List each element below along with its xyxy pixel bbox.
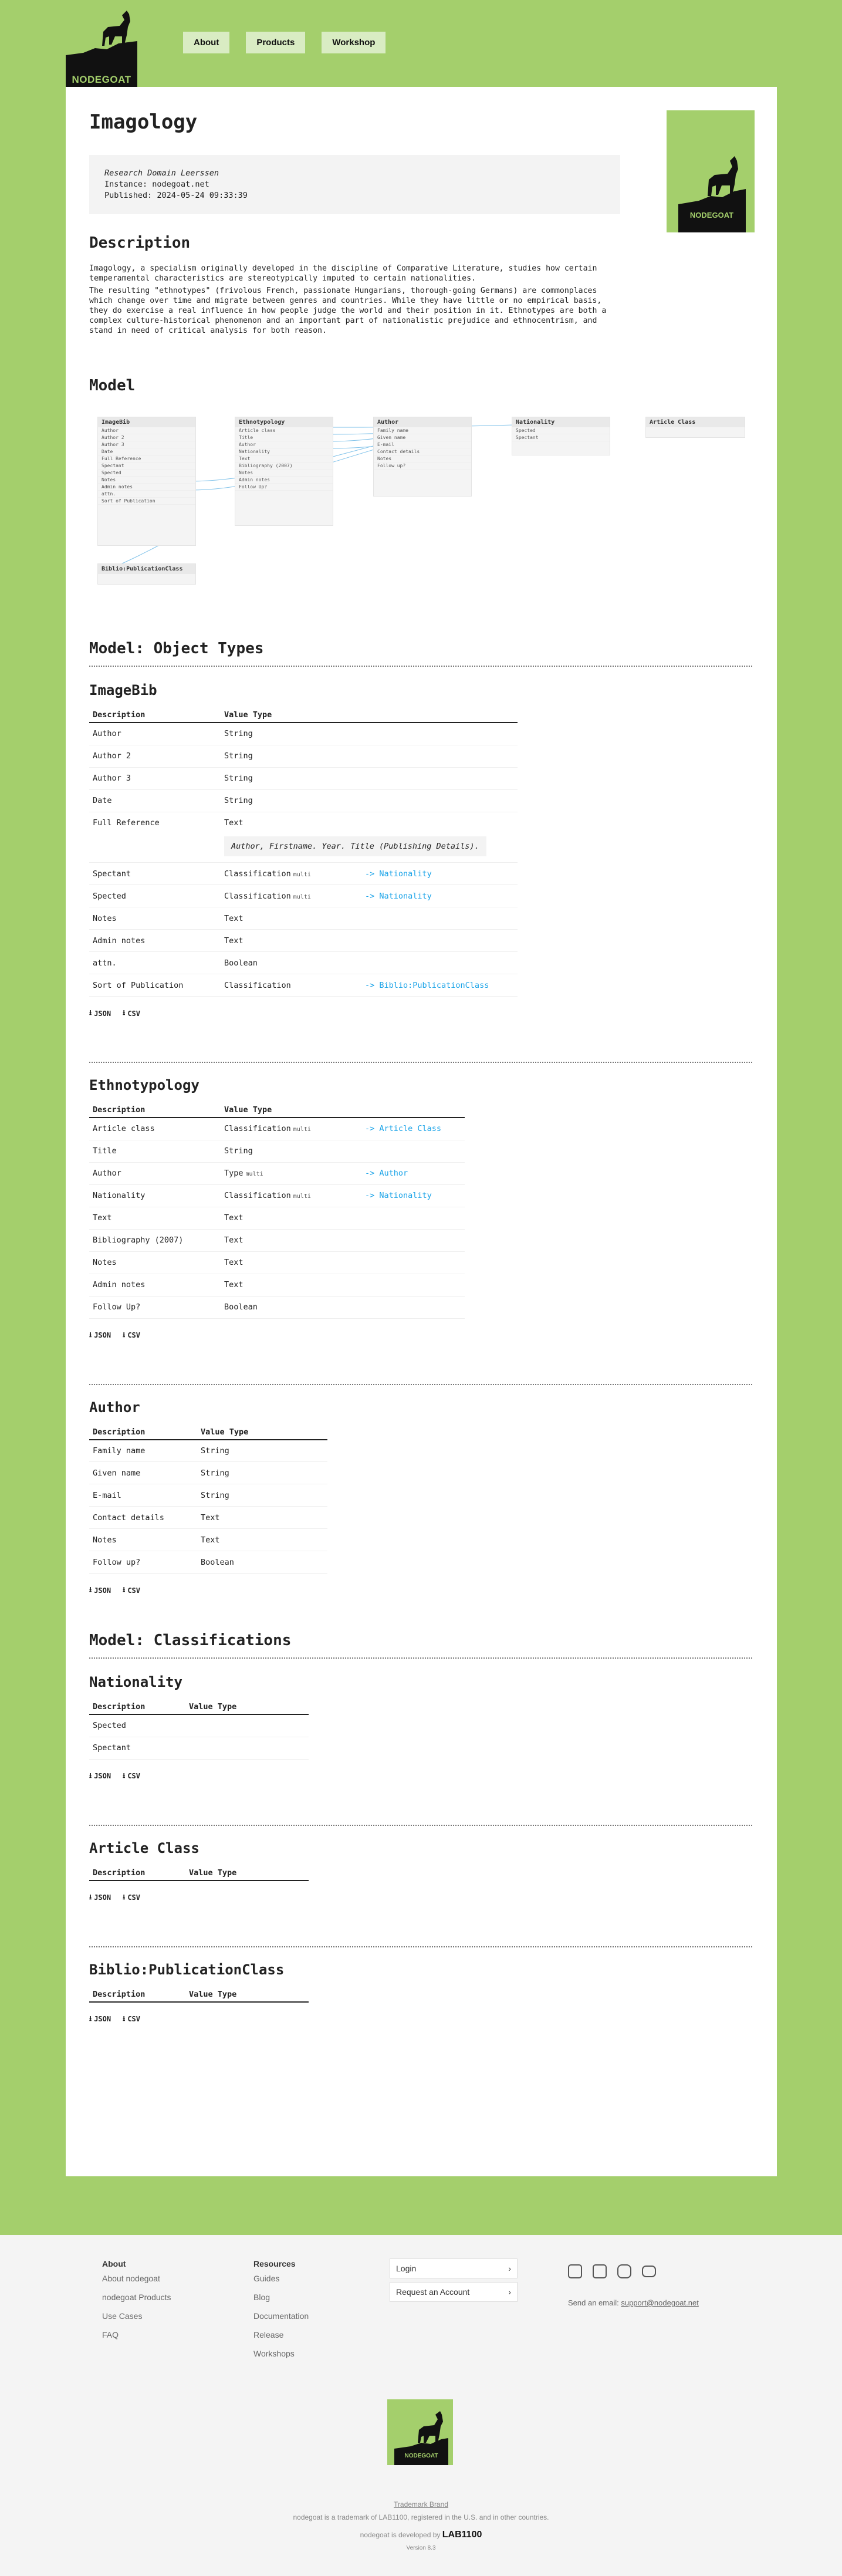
table-row: Notes Text — [89, 1251, 465, 1274]
imagebib-downloads — [89, 1007, 752, 1019]
table-row: Notes Text — [89, 907, 518, 930]
model-field: Author 2 — [98, 434, 195, 441]
model-field: Admin notes — [98, 484, 195, 491]
logo-text: NODEGOAT — [66, 72, 137, 88]
download-json-button[interactable]: ⭳ JSON — [89, 1585, 111, 1595]
table-row: Sort of Publication Classification -> Biblio:PublicationClass — [89, 974, 518, 997]
node-rows — [98, 427, 195, 505]
node-rows — [374, 427, 471, 470]
object-types-heading: Model: Object Types — [89, 640, 752, 667]
nav-products[interactable]: Products — [246, 32, 305, 53]
reference-link[interactable]: -> Article Class — [365, 1124, 442, 1134]
model-field: Spected — [98, 470, 195, 477]
goat-icon — [387, 2399, 453, 2465]
download-csv-button[interactable]: ⭳ CSV — [123, 1771, 140, 1780]
table-row: Notes Text — [89, 1529, 327, 1551]
top-bar — [0, 0, 842, 87]
model-field: Date — [98, 448, 195, 455]
footer-logo[interactable] — [387, 2399, 453, 2465]
model-field: Family name — [374, 427, 471, 434]
model-node-ethnotypology[interactable]: Ethnotypology Article class Title Author Nationality Text Bibliography (2007) Notes Admin notes Follow Up? — [235, 417, 333, 526]
table-row: Author Type multi -> Author — [89, 1162, 465, 1184]
model-heading: Model — [89, 377, 136, 394]
table-row: Author 2 String — [89, 745, 518, 767]
download-csv-button[interactable]: ⭳ CSV — [123, 1892, 140, 1902]
table-row: Nationality Classification multi -> Nationality — [89, 1184, 465, 1207]
nodegoat-logo[interactable] — [66, 8, 137, 88]
mastodon-icon[interactable] — [593, 2264, 607, 2278]
model-field: Contact details — [374, 448, 471, 455]
biblio-title: Biblio:PublicationClass — [89, 1961, 285, 1978]
social-links — [568, 2264, 656, 2278]
author-downloads — [89, 1584, 752, 1596]
footer-resources: Resources Guides Blog Documentation Release Workshops — [253, 2258, 309, 2363]
footer-account — [390, 2258, 518, 2305]
svg-text:NODEGOAT: NODEGOAT — [689, 211, 734, 220]
goat-icon — [66, 8, 137, 72]
download-csv-button[interactable]: ⭳ CSV — [123, 1585, 140, 1595]
svg-text:NODEGOAT: NODEGOAT — [404, 2453, 438, 2459]
content — [89, 110, 752, 2031]
model-field: Spectant — [98, 462, 195, 470]
table-row: Full Reference Text — [93, 818, 244, 828]
table-row: Text Text — [89, 1207, 465, 1229]
goat-icon — [667, 110, 755, 232]
ethnotypology-title: Ethnotypology — [89, 1077, 199, 1093]
table-row: Family name String — [89, 1440, 327, 1462]
table-row: Admin notes Text — [89, 1274, 465, 1296]
model-field: attn. — [98, 491, 195, 498]
newsletter-icon[interactable] — [568, 2264, 582, 2278]
table-row: E-mail String — [89, 1484, 327, 1507]
author-table: Description Value Type Family name String Given name String E-mail String Contact details Text Notes Text Follow up? Boolean — [89, 1423, 327, 1574]
model-field: E-mail — [374, 441, 471, 448]
nationality-title: Nationality — [89, 1674, 182, 1690]
model-diagram — [89, 411, 752, 599]
download-json-button[interactable]: ⭳ JSON — [89, 2014, 111, 2023]
footer — [0, 2235, 842, 2576]
model-field: Spected — [512, 427, 610, 434]
model-field: Follow Up? — [235, 484, 333, 491]
node-rows — [235, 427, 333, 491]
project-thumbnail — [667, 110, 755, 232]
table-row: Spectant — [89, 1737, 309, 1759]
reference-link[interactable]: -> Author — [365, 1169, 408, 1178]
model-node-nationality[interactable]: Nationality Spected Spectant — [512, 417, 610, 455]
table-row: Admin notes Text — [89, 930, 518, 952]
version-label: Version 8.3 — [406, 2545, 436, 2551]
footer-link[interactable]: Use Cases — [102, 2311, 143, 2321]
download-json-button[interactable]: ⭳ JSON — [89, 1330, 111, 1339]
author-title: Author — [89, 1399, 140, 1416]
table-row: Author String — [89, 723, 518, 745]
model-field: Admin notes — [235, 477, 333, 484]
lab1100-logo[interactable]: LAB1100 — [442, 2530, 482, 2540]
model-field: Notes — [374, 455, 471, 462]
ethnotypology-downloads — [89, 1329, 752, 1342]
youtube-icon[interactable] — [642, 2266, 656, 2277]
model-field: Title — [235, 434, 333, 441]
divider — [89, 1946, 752, 1947]
model-field: Author 3 — [98, 441, 195, 448]
biblio-downloads — [89, 2013, 752, 2025]
model-field: Nationality — [235, 448, 333, 455]
footer-link[interactable]: Guides — [253, 2274, 280, 2283]
divider — [89, 1825, 752, 1826]
model-field: Author — [98, 427, 195, 434]
table-row: Date String — [89, 789, 518, 812]
table-row: Given name String — [89, 1462, 327, 1484]
model-field: Notes — [98, 477, 195, 484]
description-p2: The resulting "ethnotypes" (frivolous French, passionate Hungarians, thorough-going Germans) are commonplaces which change over time and migrate between genres and countries. While they have little or no empirical basis, they do exercise a real influence in how people judge the world and their position in it. Ethnotypes are both a complex culture-historical phenomenon and an important part of nationalistic prejudice and ethnocentrism, and stand in need of critical analysis for both reason. — [89, 286, 607, 335]
table-row: Follow up? Boolean — [89, 1551, 327, 1574]
ethnotypology-table: Description Value Type Article class Classification multi -> Article Class Title String Author Type multi -> Author Nationality Classification multi -> Nationality Text Text Bibliography (2007) Text Notes Text Admin notes Text Follow Up? Boolean — [89, 1100, 465, 1319]
example-value: Author, Firstname. Year. Title (Publishing Details). — [224, 836, 486, 856]
model-field: Sort of Publication — [98, 498, 195, 505]
email-link[interactable]: support@nodegoat.net — [621, 2298, 699, 2307]
reference-link[interactable]: -> Biblio:PublicationClass — [365, 980, 489, 990]
instagram-icon[interactable] — [617, 2264, 631, 2278]
chevron-right-icon: › — [508, 2287, 511, 2297]
meta-box — [89, 155, 620, 214]
reference-link[interactable]: -> Nationality — [365, 869, 432, 879]
download-csv-button[interactable]: ⭳ CSV — [123, 1008, 140, 1018]
article-class-downloads — [89, 1892, 752, 1904]
table-row: Bibliography (2007) Text — [89, 1229, 465, 1251]
trademark-text: nodegoat is a trademark of LAB1100, registered in the U.S. and in other countries. — [293, 2513, 549, 2521]
model-field: Notes — [235, 470, 333, 477]
download-json-button[interactable]: ⭳ JSON — [89, 1771, 111, 1780]
table-row: Title String — [89, 1140, 465, 1162]
model-node-author[interactable]: Author Family name Given name E-mail Contact details Notes Follow up? — [373, 417, 472, 497]
model-node-imagebib[interactable]: ImageBib Author Author 2 Author 3 Date Full Reference Spectant Spected Notes Admin notes attn. Sort of Publication — [97, 417, 196, 546]
description-heading: Description — [89, 234, 191, 252]
model-field: Article class — [235, 427, 333, 434]
table-row: Contact details Text — [89, 1507, 327, 1529]
table-row: attn. Boolean — [89, 952, 518, 974]
article-class-title: Article Class — [89, 1839, 199, 1856]
imagebib-title: ImageBib — [89, 682, 157, 698]
model-field: Follow up? — [374, 462, 471, 470]
model-field: Spectant — [512, 434, 610, 441]
footer-link[interactable]: Blog — [253, 2293, 270, 2302]
model-field: Bibliography (2007) — [235, 462, 333, 470]
developed-by: nodegoat is developed by LAB1100 — [360, 2530, 482, 2540]
nationality-downloads — [89, 1770, 752, 1782]
model-field: Author — [235, 441, 333, 448]
example-row — [89, 834, 518, 863]
footer-about: About About nodegoat nodegoat Products Use Cases FAQ — [102, 2258, 171, 2344]
main-nav — [183, 32, 386, 53]
footer-link[interactable]: About nodegoat — [102, 2274, 160, 2283]
model-field: Full Reference — [98, 455, 195, 462]
model-node-article-class[interactable]: Article Class — [645, 417, 745, 438]
nav-about[interactable]: About — [183, 32, 229, 53]
footer-email: Send an email: support@nodegoat.net — [568, 2298, 699, 2307]
footer-link[interactable]: nodegoat Products — [102, 2293, 171, 2302]
request-account-button[interactable]: Request an Account › — [390, 2282, 518, 2302]
table-row: Follow Up? Boolean — [89, 1296, 465, 1318]
login-button[interactable]: Login › — [390, 2258, 518, 2278]
model-field: Text — [235, 455, 333, 462]
divider — [89, 1062, 752, 1063]
footer-link[interactable]: Workshops — [253, 2349, 295, 2358]
model-node-biblio[interactable]: Biblio:PublicationClass — [97, 563, 196, 585]
download-csv-button[interactable]: ⭳ CSV — [123, 1330, 140, 1339]
footer-link[interactable]: Documentation — [253, 2311, 309, 2321]
table-row: Spected — [89, 1714, 309, 1737]
imagebib-table: Description Value Type Author String Author 2 String Author 3 String Date String Full Reference Text Author, Firstname. Year. Title (Publishing Details). Spectant Classification multi -> Nationality Spected Classification multi -> Nationality Notes Text Admin notes Text attn. Boolean Sort of Publication Classification -> Biblio:PublicationClass — [89, 705, 518, 997]
reference-link[interactable]: -> Nationality — [365, 1191, 432, 1200]
footer-link[interactable]: FAQ — [102, 2330, 119, 2339]
biblio-table: Description Value Type — [89, 1985, 309, 2003]
published-label: Published: 2024-05-24 09:33:39 — [104, 191, 248, 200]
article-class-table: Description Value Type — [89, 1863, 309, 1881]
chevron-right-icon: › — [508, 2264, 511, 2273]
node-rows — [512, 427, 610, 441]
download-json-button[interactable]: ⭳ JSON — [89, 1892, 111, 1902]
table-row: Author 3 String — [89, 767, 518, 789]
footer-link[interactable]: Release — [253, 2330, 284, 2339]
nationality-table: Description Value Type Spected Spectant — [89, 1697, 309, 1760]
page-title: Imagology — [89, 110, 198, 134]
instance-label: Instance: nodegoat.net — [104, 180, 209, 189]
download-csv-button[interactable]: ⭳ CSV — [123, 2014, 140, 2023]
main-panel — [66, 87, 777, 2176]
download-json-button[interactable]: ⭳ JSON — [89, 1008, 111, 1018]
model-field: Given name — [374, 434, 471, 441]
domain-label: Research Domain Leerssen — [104, 168, 219, 178]
table-row: Article class Classification multi -> Article Class — [89, 1117, 465, 1140]
table-row: Spected Classification multi -> Nationality — [89, 885, 518, 907]
classifications-heading: Model: Classifications — [89, 1632, 752, 1659]
reference-link[interactable]: -> Nationality — [365, 891, 432, 901]
description-p1: Imagology, a specialism originally developed in the discipline of Comparative Literature, studies how certain temperamental characteristics are stereotypically imputed to certain nationalities. — [89, 264, 597, 283]
divider — [89, 1384, 752, 1385]
nav-workshop[interactable]: Workshop — [322, 32, 386, 53]
trademark-links[interactable]: Trademark Brand — [394, 2500, 448, 2509]
table-row: Spectant Classification multi -> Nationality — [89, 863, 518, 885]
